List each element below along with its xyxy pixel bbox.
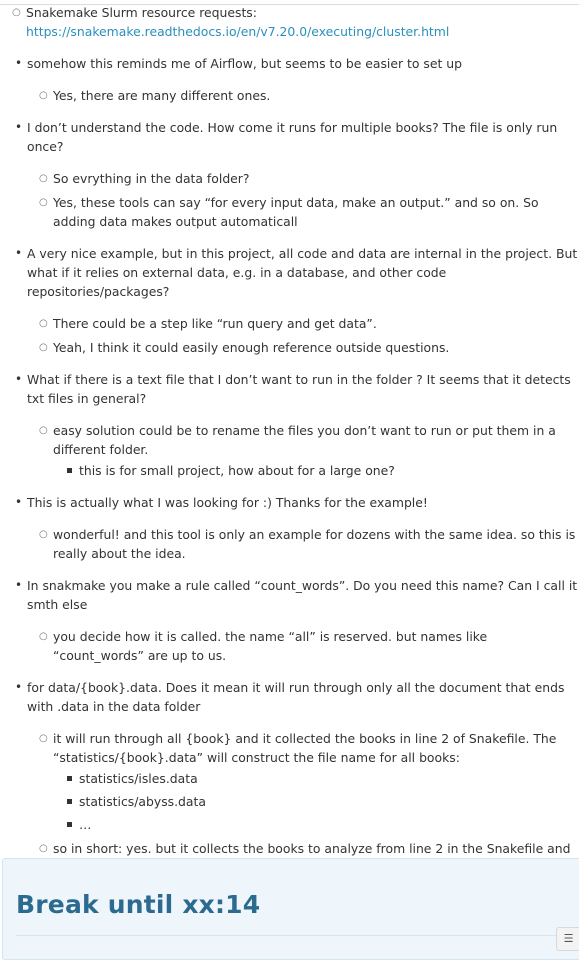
question-text: for data/{book}.data. Does it mean it will run through only all the document that ends with .data in the data folder xyxy=(27,680,565,714)
answer-text: Yes, these tools can say “for every input data, make an output.” and so on. So adding data makes output automaticall xyxy=(53,195,539,229)
circle-bullet-icon: ○ xyxy=(39,342,48,353)
square-bullet-icon xyxy=(67,822,72,827)
answer-item xyxy=(27,525,579,563)
question-item xyxy=(0,493,579,563)
detail-list xyxy=(53,461,579,480)
circle-bullet-icon: ○ xyxy=(39,197,48,208)
hamburger-menu-icon[interactable]: ☰ xyxy=(556,927,579,951)
circle-bullet-icon: ○ xyxy=(39,631,48,642)
disc-bullet-icon: • xyxy=(15,120,23,134)
question-text: A very nice example, but in this project, all code and data are internal in the project. But what if it relies on external data, e.g. in a database, and other code repositories/packages? xyxy=(27,246,578,299)
detail-text: … xyxy=(79,817,92,832)
detail-item xyxy=(53,792,579,811)
circle-bullet-icon: ○ xyxy=(39,90,48,101)
question-item xyxy=(0,576,579,665)
disc-bullet-icon: • xyxy=(15,372,23,386)
circle-bullet-icon: ○ xyxy=(39,843,48,854)
list-item xyxy=(0,3,579,41)
question-item xyxy=(0,678,579,877)
circle-bullet-icon: ○ xyxy=(39,733,48,744)
answers-list xyxy=(27,421,579,480)
answer-text: There could be a step like “run query and get data”. xyxy=(53,316,377,331)
answer-item xyxy=(27,169,579,188)
questions-list xyxy=(0,54,579,877)
detail-item xyxy=(53,769,579,788)
answer-text: wonderful! and this tool is only an example for dozens with the same idea. so this is really about the idea. xyxy=(53,527,576,561)
detail-item xyxy=(53,815,579,834)
answers-list xyxy=(27,729,579,877)
answer-item xyxy=(27,314,579,333)
question-item xyxy=(0,244,579,357)
answers-list xyxy=(27,314,579,357)
answer-text: you decide how it is called. the name “all” is reserved. but names like “count_words” are up to us. xyxy=(53,629,488,663)
square-bullet-icon xyxy=(67,799,72,804)
disc-bullet-icon: • xyxy=(15,246,23,260)
detail-text: statistics/abyss.data xyxy=(79,794,206,809)
break-section xyxy=(2,858,579,960)
answer-item xyxy=(27,421,579,480)
detail-list xyxy=(53,769,579,834)
answer-item xyxy=(27,193,579,231)
disc-bullet-icon: • xyxy=(15,578,23,592)
detail-text: this is for small project, how about for a large one? xyxy=(79,463,395,478)
square-bullet-icon xyxy=(67,468,72,473)
disc-bullet-icon: • xyxy=(15,680,23,694)
detail-item xyxy=(53,461,579,480)
question-text: In snakmake you make a rule called “count_words”. Do you need this name? Can I call it smth else xyxy=(27,578,578,612)
answers-list xyxy=(27,627,579,665)
top-sublist xyxy=(0,3,579,41)
answer-text: easy solution could be to rename the files you don’t want to run or put them in a different folder. xyxy=(53,423,556,457)
answer-item xyxy=(27,729,579,834)
disc-bullet-icon: • xyxy=(15,495,23,509)
list-item-text: Snakemake Slurm resource requests: xyxy=(26,5,257,20)
answers-list xyxy=(27,86,579,105)
answer-item xyxy=(27,627,579,665)
question-item xyxy=(0,54,579,105)
disc-bullet-icon: • xyxy=(15,56,23,70)
answer-item xyxy=(27,338,579,357)
answer-item xyxy=(27,86,579,105)
circle-bullet-icon: ○ xyxy=(39,529,48,540)
slurm-docs-link[interactable]: https://snakemake.readthedocs.io/en/v7.20.0/executing/cluster.html xyxy=(26,24,450,39)
circle-bullet-icon: ○ xyxy=(39,173,48,184)
question-item xyxy=(0,118,579,231)
question-item xyxy=(0,370,579,480)
detail-text: statistics/isles.data xyxy=(79,771,198,786)
answers-list xyxy=(27,169,579,231)
question-text: I don’t understand the code. How come it runs for multiple books? The file is only run once? xyxy=(27,120,558,154)
circle-bullet-icon: ○ xyxy=(39,425,48,436)
circle-bullet-icon: ○ xyxy=(12,7,21,18)
answers-list xyxy=(27,525,579,563)
square-bullet-icon xyxy=(67,776,72,781)
break-heading: Break until xx:14 xyxy=(16,890,261,919)
circle-bullet-icon: ○ xyxy=(39,318,48,329)
divider xyxy=(16,935,579,936)
answer-text: Yeah, I think it could easily enough reference outside questions. xyxy=(53,340,450,355)
question-text: This is actually what I was looking for :) Thanks for the example! xyxy=(27,495,428,510)
question-text: somehow this reminds me of Airflow, but seems to be easier to set up xyxy=(27,56,463,71)
answer-text: So evrything in the data folder? xyxy=(53,171,250,186)
answer-text: so in short: yes. but it collects the books to analyze from line 2 in the Snakefile and xyxy=(53,841,571,856)
answer-text: it will run through all {book} and it collected the books in line 2 of Snakefile. The “statistics/{book}.data” will construct the file name for all books: xyxy=(53,731,557,765)
answer-text: Yes, there are many different ones. xyxy=(53,88,271,103)
question-text: What if there is a text file that I don’t want to run in the folder ? It seems that it detects txt files in general? xyxy=(27,372,571,406)
